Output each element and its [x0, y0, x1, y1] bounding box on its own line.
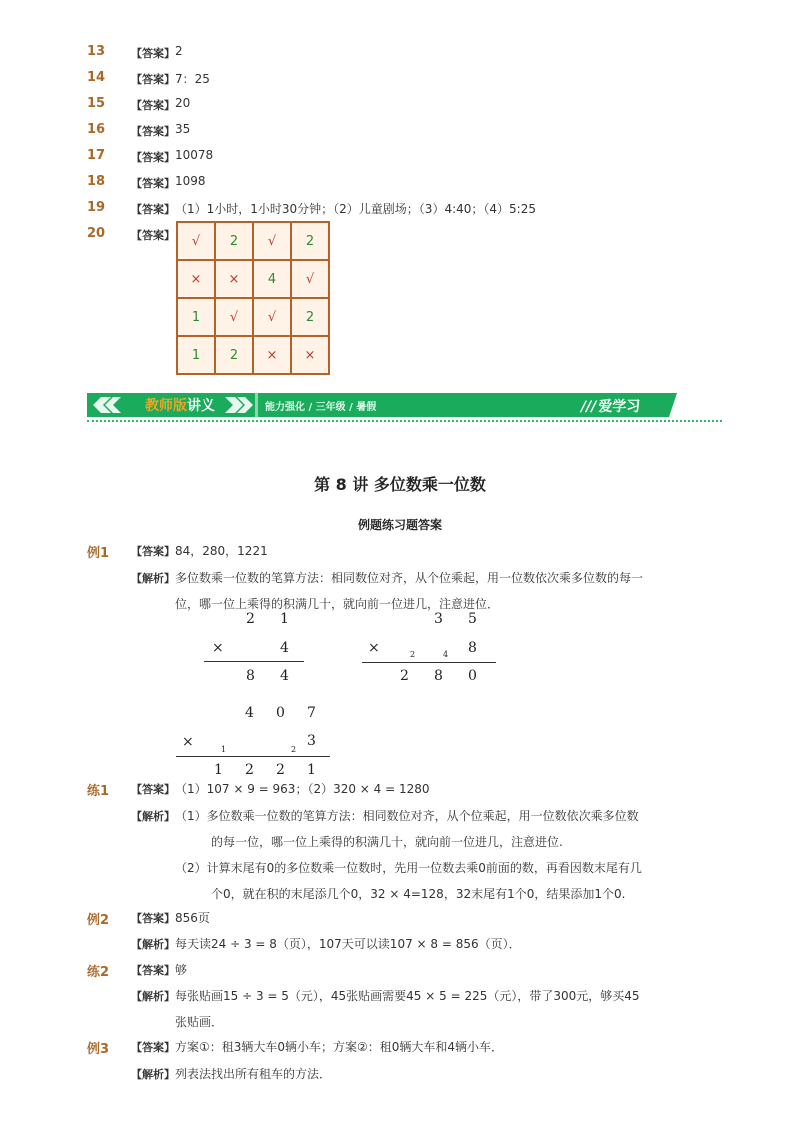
calc-digit: 2 — [400, 668, 409, 684]
answer-tag: 【答案】 — [131, 203, 175, 216]
analysis-tag: 【解析】 — [131, 938, 175, 951]
banner-title-rest: 讲义 — [187, 398, 215, 414]
banner-title — [145, 395, 215, 415]
analysis-text: 列表法找出所有租车的方法． — [175, 1067, 332, 1081]
calc-line — [362, 662, 496, 663]
grid-cell: 2 — [292, 299, 328, 335]
answer-text: 84，280，1221 — [175, 544, 268, 558]
calc-digit: 2 — [276, 762, 285, 778]
section-subtitle: 例题练习题答案 — [357, 518, 442, 532]
calc-digit: 3 — [434, 611, 443, 627]
calc-digit: 4 — [245, 705, 254, 721]
grid-cell: √ — [254, 223, 290, 259]
practice-label: 练1 — [87, 784, 110, 799]
calc-digit: 1 — [280, 611, 289, 627]
calc-digit: 1 — [214, 762, 223, 778]
analysis-tag: 【解析】 — [131, 572, 175, 585]
grid-cell: 2 — [216, 337, 252, 373]
calc-carry: 2 — [291, 745, 297, 754]
answer-tag: 【答案】 — [131, 125, 175, 138]
calc-line — [204, 661, 304, 662]
answer-text: 35 — [175, 122, 191, 136]
page-title: 第 8 讲 多位数乘一位数 — [314, 475, 486, 494]
grid-cell: √ — [178, 223, 214, 259]
calc-digit: 2 — [246, 611, 255, 627]
question-number: 20 — [87, 226, 106, 241]
analysis-text: 每天读24 ÷ 3 = 8（页），107天可以读107 × 8 = 856（页）． — [175, 937, 521, 951]
question-number: 19 — [87, 200, 106, 215]
answer-text: 10078 — [175, 148, 214, 162]
calc-digit: 8 — [434, 668, 443, 684]
header-banner — [87, 393, 677, 417]
question-number: 15 — [87, 96, 106, 111]
analysis-tag: 【解析】 — [131, 1068, 175, 1081]
calc-digit: 8 — [468, 640, 477, 656]
analysis-text: 的每一位，哪一位上乘得的积满几十，就向前一位进几，注意进位. — [211, 835, 563, 849]
example-label: 例2 — [87, 913, 110, 928]
analysis-text: （1）多位数乘一位数的笔算方法：相同数位对齐，从个位乘起，用一位数依次乘多位数 — [175, 809, 639, 823]
answer-tag: 【答案】 — [131, 783, 175, 796]
question-number: 13 — [87, 44, 106, 59]
calc-operator: × — [182, 734, 194, 750]
analysis-text: 多位数乘一位数的笔算方法：相同数位对齐，从个位乘起，用一位数依次乘多位数的每一 — [175, 571, 644, 585]
answer-tag: 【答案】 — [131, 73, 175, 86]
calc-carry: 2 — [410, 650, 416, 659]
calc-line — [176, 756, 330, 757]
answer-grid — [176, 221, 330, 375]
answer-text: 方案①：租3辆大车0辆小车；方案②：租0辆大车和4辆小车． — [175, 1040, 504, 1054]
answer-tag: 【答案】 — [131, 177, 175, 190]
grid-cell: √ — [254, 299, 290, 335]
analysis-text: 位，哪一位上乘得的积满几十，就向前一位进几，注意进位． — [175, 597, 500, 611]
grid-cell: √ — [216, 299, 252, 335]
grid-cell: × — [254, 337, 290, 373]
calc-digit: 4 — [280, 640, 289, 656]
brand-logo — [581, 396, 640, 416]
analysis-text: 个0，就在积的末尾添几个0，32 × 4=128，32末尾有1个0，结果添加1个0. — [211, 887, 626, 901]
answer-text: 1098 — [175, 174, 206, 188]
calc-carry: 1 — [221, 745, 227, 754]
brand-name: 爱学习 — [598, 399, 641, 415]
answer-text: 20 — [175, 96, 191, 110]
analysis-tag: 【解析】 — [131, 810, 175, 823]
answer-text: 856页 — [175, 911, 210, 925]
analysis-tag: 【解析】 — [131, 990, 175, 1003]
answer-tag: 【答案】 — [131, 229, 175, 242]
answer-text: （1）1小时，1小时30分钟；（2）儿童剧场；（3）4:40；（4）5:25 — [175, 202, 536, 216]
calc-digit: 0 — [468, 668, 477, 684]
analysis-text: 每张贴画15 ÷ 3 = 5（元），45张贴画需要45 × 5 = 225（元），带了300元，够买45 — [175, 989, 640, 1003]
example-label: 例1 — [87, 546, 110, 561]
answer-text: 7：25 — [175, 72, 210, 86]
answer-tag: 【答案】 — [131, 47, 175, 60]
grid-cell: 1 — [178, 299, 214, 335]
calc-digit: 0 — [276, 705, 285, 721]
question-number: 17 — [87, 148, 106, 163]
calc-digit: 5 — [468, 611, 477, 627]
calc-digit: 2 — [245, 762, 254, 778]
calc-digit: 3 — [307, 733, 316, 749]
analysis-text: 张贴画． — [175, 1015, 224, 1029]
calc-carry: 4 — [443, 650, 449, 659]
grid-cell: 2 — [216, 223, 252, 259]
question-number: 14 — [87, 70, 106, 85]
answer-text: 够 — [175, 963, 188, 977]
grid-cell: × — [292, 337, 328, 373]
calc-digit: 7 — [307, 705, 316, 721]
calc-digit: 8 — [246, 668, 255, 684]
grid-cell: × — [216, 261, 252, 297]
brand-logo-icon: /// — [581, 399, 597, 415]
answer-row — [87, 44, 105, 59]
analysis-text: （2）计算末尾有0的多位数乘一位数时，先用一位数去乘0前面的数，再看因数末尾有几 — [175, 861, 642, 875]
example-label: 例3 — [87, 1042, 110, 1057]
banner-breadcrumb: 能力强化 / 三年级 / 暑假 — [265, 402, 377, 413]
answer-tag: 【答案】 — [131, 545, 175, 558]
answer-text: （1）107 × 9 = 963；（2）320 × 4 = 1280 — [175, 782, 430, 796]
answer-tag: 【答案】 — [131, 151, 175, 164]
answer-tag: 【答案】 — [131, 99, 175, 112]
dotted-divider — [87, 420, 722, 422]
calc-operator: × — [212, 640, 224, 656]
answer-tag: 【答案】 — [131, 1041, 175, 1054]
question-number: 18 — [87, 174, 106, 189]
banner-title-bold: 教师版 — [145, 398, 187, 414]
calc-digit: 4 — [280, 668, 289, 684]
practice-label: 练2 — [87, 965, 110, 980]
grid-cell: 4 — [254, 261, 290, 297]
grid-cell: × — [178, 261, 214, 297]
calc-digit: 1 — [307, 762, 316, 778]
answer-tag: 【答案】 — [131, 912, 175, 925]
grid-cell: √ — [292, 261, 328, 297]
question-number: 16 — [87, 122, 106, 137]
calc-operator: × — [368, 640, 380, 656]
grid-cell: 2 — [292, 223, 328, 259]
answer-text: 2 — [175, 44, 183, 58]
grid-cell: 1 — [178, 337, 214, 373]
answer-tag: 【答案】 — [131, 964, 175, 977]
